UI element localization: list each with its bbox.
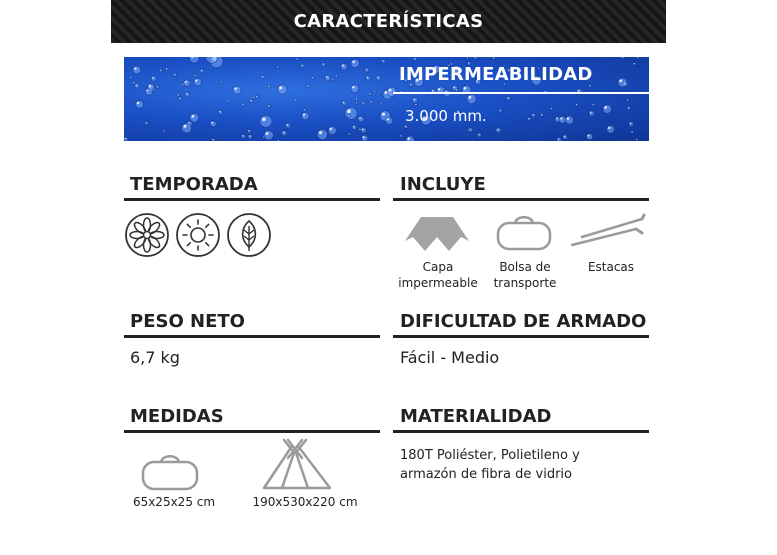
water-drop [637,57,640,59]
temporada-rule [124,198,380,201]
water-drop [156,85,159,88]
water-drop [233,86,241,94]
water-drop [278,140,280,141]
peso-value: 6,7 kg [130,348,180,367]
water-drop [507,96,511,100]
water-drop [124,97,125,99]
materialidad-title: MATERIALIDAD [400,406,552,427]
incluye-item-bag [484,259,566,291]
water-drop [345,107,357,119]
water-drop [499,109,502,112]
water-drop [328,126,336,134]
water-drop [575,104,578,107]
water-drop [365,68,369,72]
incluye-item-bag-line1: Bolsa de [499,260,551,274]
water-drop [559,116,566,123]
water-drop [133,82,135,84]
water-drop [286,123,291,128]
dificultad-value: Fácil - Medio [400,348,500,367]
water-drop [400,135,402,137]
water-drop [618,78,627,87]
water-drop [355,98,358,101]
water-drop [261,75,264,78]
water-drop [592,104,594,106]
water-drop [332,79,334,81]
water-drop [260,115,272,127]
bag-icon [495,212,553,252]
water-drop [135,100,143,108]
water-drop [565,116,573,124]
water-drop [210,121,216,127]
water-drop [124,137,128,141]
water-drop [633,63,636,66]
water-drop [242,103,245,106]
water-drop [133,66,141,74]
dificultad-title: DIFICULTAD DE ARMADO [400,311,647,332]
water-drop [358,116,364,122]
water-drop [228,100,230,102]
water-drop [374,91,376,93]
water-drop [496,128,501,133]
water-drop [278,85,288,95]
materialidad-line2: armazón de fibra de vidrio [400,467,572,482]
water-drop [370,101,373,104]
water-drop [586,133,592,139]
water-drop [474,57,478,59]
water-drop [341,63,347,69]
water-drop [282,131,287,136]
water-drop [467,57,469,59]
water-drop [412,98,417,103]
flower-icon [124,212,170,258]
water-drop [356,102,358,104]
water-drop [295,99,298,102]
water-drop [317,129,327,139]
water-drop [148,84,154,90]
water-drop [532,113,536,117]
water-drop [603,105,612,114]
water-drop [413,57,416,60]
water-drop [256,96,259,99]
water-drop [528,117,531,120]
water-drop [194,78,201,85]
water-drop [540,114,543,117]
water-drop [302,112,309,119]
medida-packed: 65x25x25 cm [132,495,216,509]
water-drop [589,111,594,116]
incluye-item-stakes [575,259,647,275]
medidas-rule [124,430,380,433]
water-drop [493,57,496,59]
water-drop [404,125,407,128]
water-drop [312,77,314,79]
water-drop [335,75,337,77]
materialidad-text [400,446,580,484]
temporada-title: TEMPORADA [130,174,258,195]
header-title: CARACTERÍSTICAS [293,11,484,32]
water-drop [151,76,156,81]
incluye-item-bag-line2: transporte [493,276,557,290]
materialidad-rule [393,430,649,433]
water-drop [219,110,223,114]
water-drop [264,130,273,139]
medida-tent: 190x530x220 cm [252,495,358,509]
water-drop [627,99,629,101]
water-drop [145,121,148,124]
water-drop [166,68,169,71]
water-drop [557,138,561,141]
water-drop [194,75,196,77]
water-drop [184,80,191,87]
water-drop [415,103,418,106]
sun-icon [175,212,221,258]
water-drop [550,107,552,109]
water-drop [376,76,380,80]
leaf-icon [226,212,272,258]
incluye-item-rainfly [395,259,481,291]
water-drop [351,85,359,93]
water-drop [304,109,306,111]
water-drop [467,94,476,103]
stakes-icon [568,213,646,249]
peso-rule [124,335,380,338]
water-drop [268,85,271,88]
water-drop [160,69,163,72]
water-drop [385,117,392,124]
materialidad-line1: 180T Poliéster, Polietileno y [400,448,580,463]
water-drop [200,69,204,73]
water-drop [406,136,414,141]
water-drop [296,58,299,61]
banner-value: 3.000 mm. [405,107,487,125]
incluye-item-rainfly-line1: Capa [422,260,454,274]
header-bar [111,0,666,43]
water-drop [177,94,180,97]
water-drop [242,135,246,139]
water-drop [627,107,630,110]
water-drop [621,57,624,59]
water-drop [369,93,372,96]
water-drop [173,73,176,76]
water-drop [248,130,251,133]
incluye-title: INCLUYE [400,174,486,195]
water-drop [352,125,356,129]
water-drop [361,128,366,133]
water-drop [362,102,365,105]
water-drop [301,64,304,67]
water-drop [322,63,325,66]
water-drop [185,92,189,96]
water-drop [307,85,310,88]
water-drop [631,131,633,133]
water-drop [190,113,199,122]
water-drop [342,101,346,105]
water-drop [366,76,370,80]
water-drop [182,123,192,133]
medidas-title: MEDIDAS [130,406,224,427]
water-drop [348,114,351,117]
water-drop [478,133,482,137]
water-drop [359,128,361,130]
water-drop [189,57,199,63]
water-drop [636,139,638,141]
water-drop [250,99,253,102]
water-drop [629,122,634,127]
water-drop [221,81,223,83]
water-drop [277,66,279,68]
packed-bag-icon [140,450,200,492]
water-drop [443,88,445,90]
incluye-item-stakes-line1: Estacas [587,260,635,274]
rainfly-icon [401,211,473,253]
water-drop [607,125,615,133]
water-drop [468,129,470,131]
water-drop [325,75,330,80]
banner-divider [393,92,649,94]
water-drop [351,59,359,67]
banner-title: IMPERMEABILIDAD [399,64,593,85]
water-drop [253,97,255,99]
water-drop [361,135,367,141]
peso-title: PESO NETO [130,311,245,332]
water-drop [130,76,132,78]
water-drop [348,133,350,135]
water-drop [563,135,567,139]
water-drop [212,138,215,141]
water-drop [268,105,271,108]
water-drop [163,130,165,132]
water-drop [179,97,182,100]
water-drop [248,135,252,139]
water-drop [382,60,386,64]
incluye-rule [393,198,649,201]
water-drop [380,103,382,105]
water-drop [135,84,139,88]
tent-icon [262,436,332,492]
dificultad-rule [393,335,649,338]
incluye-item-rainfly-line2: impermeable [398,276,478,290]
